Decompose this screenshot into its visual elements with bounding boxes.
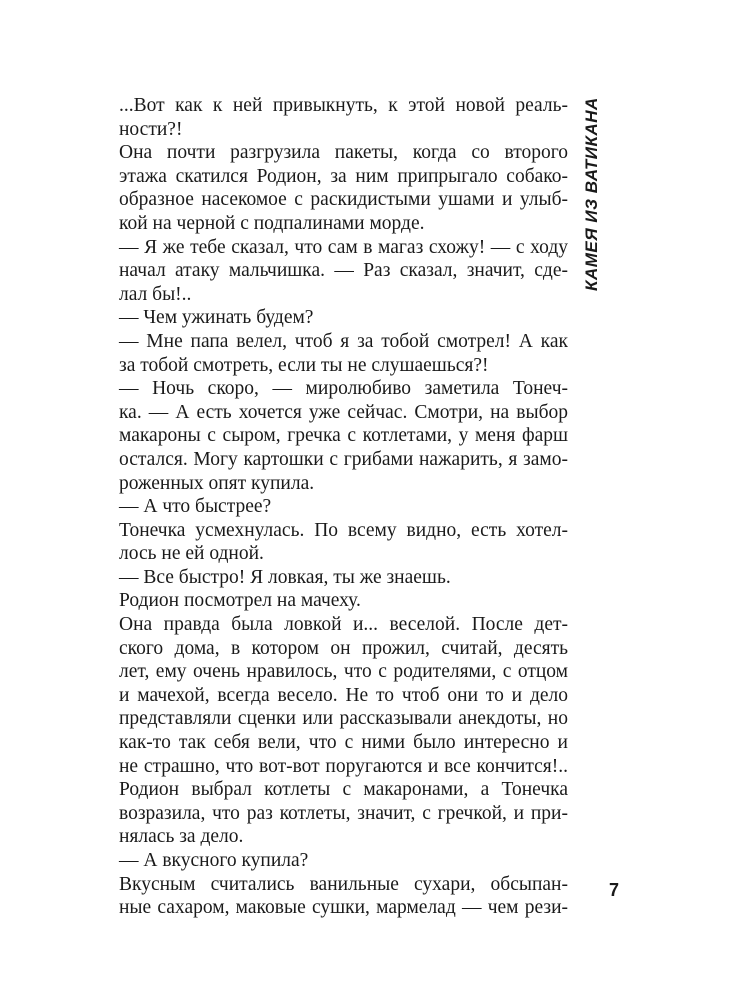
- text-line: Тонечка усмехнулась. По всему видно, есть хотел-: [119, 519, 568, 541]
- text-line: ка. — А есть хочется уже сейчас. Смотри, на выбор: [119, 401, 568, 423]
- text-line: возразила, что раз котлеты, значит, с гречкой, и при-: [119, 802, 568, 824]
- text-line: — Ночь скоро, — миролюбиво заметила Тонеч-: [119, 378, 568, 400]
- body-text: [119, 94, 568, 920]
- text-line: нялась за дело.: [119, 826, 244, 848]
- text-line: остался. Могу картошки с грибами нажарить, я замо-: [119, 448, 568, 470]
- text-line: — Мне папа велел, чтоб я за тобой смотрел! А как: [119, 330, 568, 352]
- text-line: лось не ей одной.: [119, 543, 264, 565]
- text-line: Она почти разгрузила пакеты, когда со второго: [119, 142, 568, 164]
- text-line: — А вкусного купила?: [119, 850, 309, 871]
- text-line: этажа скатился Родион, за ним припрыгало собако-: [119, 165, 568, 187]
- text-line: как-то так себя вели, что с ними было интересно и: [119, 732, 568, 754]
- text-line: представляли сценки или рассказывали анекдоты, но: [119, 708, 568, 730]
- text-line: Вкусным считались ванильные сухари, обсыпан-: [119, 873, 568, 895]
- running-title: КАМЕЯ ИЗ ВАТИКАНА: [582, 97, 601, 291]
- text-line: ности?!: [119, 118, 183, 140]
- text-line: Родион посмотрел на мачеху.: [119, 590, 361, 612]
- text-line: — Я же тебе сказал, что сам в магаз схожу! — с ходу: [119, 236, 568, 258]
- text-line: Она правда была ловкой и... веселой. После дет-: [119, 614, 568, 636]
- page-number: 7: [609, 880, 620, 900]
- text-line: начал атаку мальчишка. — Раз сказал, значит, сде-: [119, 260, 568, 282]
- text-line: ные сахаром, маковые сушки, мармелад — чем рези-: [119, 897, 568, 919]
- text-line: кой на черной с подпалинами морде.: [119, 212, 425, 234]
- text-line: роженных опят купила.: [119, 472, 315, 494]
- text-line: за тобой смотреть, если ты не слушаешься?!: [119, 354, 489, 376]
- text-line: — Все быстро! Я ловкая, ты же знаешь.: [119, 566, 451, 588]
- text-line: ...Вот как к ней привыкнуть, к этой новой реаль-: [119, 95, 568, 116]
- text-line: образное насекомое с раскидистыми ушами и улыб-: [119, 189, 568, 211]
- text-line: и мачехой, всегда весело. Не то чтоб они то и дело: [119, 684, 568, 706]
- text-line: не страшно, что вот-вот поругаются и все кончится!..: [119, 755, 568, 777]
- text-line: Родион выбрал котлеты с макаронами, а Тонечка: [119, 779, 568, 801]
- text-line: ского дома, в котором он прожил, считай, десять: [119, 637, 568, 659]
- text-line: лет, ему очень нравилось, что с родителями, с отцом: [119, 661, 568, 683]
- text-line: лал бы!..: [119, 283, 192, 305]
- text-line: — А что быстрее?: [119, 496, 272, 518]
- text-line: — Чем ужинать будем?: [119, 307, 314, 329]
- text-line: макароны с сыром, гречка с котлетами, у меня фарш: [119, 425, 568, 447]
